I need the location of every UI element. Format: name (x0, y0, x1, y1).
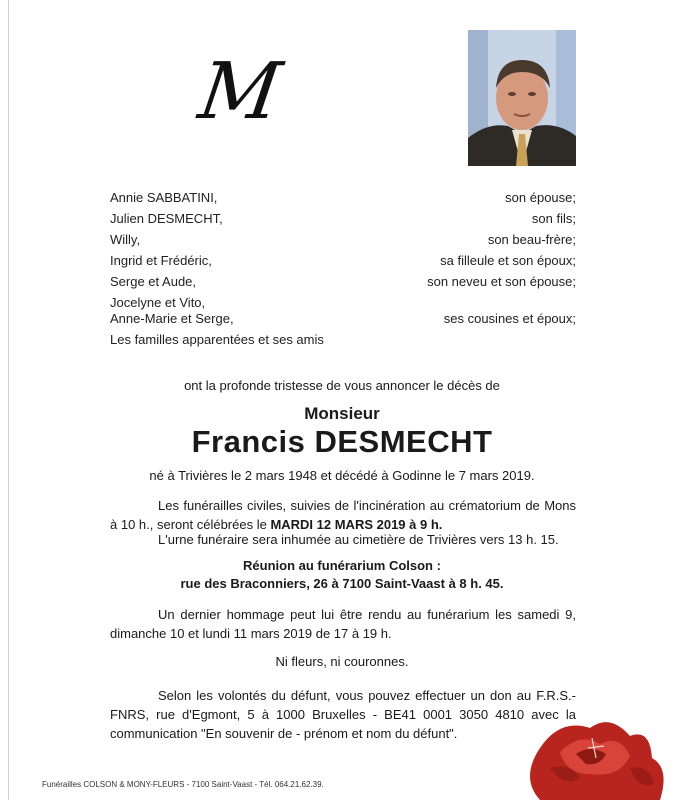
donation-text: Selon les volontés du défunt, vous pouvez effectuer un don au F.R.S.-FNRS, rue d'Egmont, 5 à 1000 Bruxelles - BE41 0001 3050 4810 avec la communication "En souvenir de - prénom et nom du défunt". (110, 688, 576, 741)
homage-paragraph (110, 605, 576, 643)
relative-role: son fils; (531, 211, 576, 226)
relative-row (0, 295, 684, 311)
relative-row (0, 311, 684, 327)
funeral-paragraph (110, 496, 576, 534)
deceased-name: Francis DESMECHT (191, 424, 493, 459)
meeting-line-2: rue des Braconniers, 26 à 7100 Saint-Vaast à 8 h. 45. (180, 576, 504, 591)
relative-row (0, 232, 684, 248)
relative-name: Willy, (110, 232, 141, 247)
meeting-line-1: Réunion au funérarium Colson : (243, 558, 441, 573)
homage-text: Un dernier hommage peut lui être rendu au funérarium les samedi 9, dimanche 10 et lundi 11 mars 2019 de 17 à 19 h. (110, 607, 576, 641)
relative-role: son beau-frère; (487, 232, 576, 247)
page-edge (8, 0, 9, 800)
rose-decoration (520, 708, 684, 800)
relative-row (0, 211, 684, 227)
urn-paragraph (110, 530, 576, 549)
relative-row (0, 274, 684, 290)
funeral-date: MARDI 12 MARS 2019 à 9 h. (270, 517, 443, 532)
flowers-notice: Ni fleurs, ni couronnes. (275, 654, 409, 669)
urn-text: L'urne funéraire sera inhumée au cimetière de Trivières vers 13 h. 15. (158, 532, 559, 547)
relative-role: ses cousines et époux; (443, 311, 576, 326)
relative-name: Julien DESMECHT, (110, 211, 223, 226)
honorific-title: Monsieur (304, 404, 380, 423)
donation-paragraph (110, 686, 576, 743)
funeral-text: Les funérailles civiles, suivies de l'incinération au crématorium de Mons à 10 h., seront célébrées le (110, 498, 576, 532)
monogram-letter: M (193, 47, 287, 137)
relative-row (0, 253, 684, 269)
relative-name: Annie SABBATINI, (110, 190, 218, 205)
relative-name: Les familles apparentées et ses amis (110, 332, 324, 347)
relative-role: son neveu et son épouse; (427, 274, 576, 289)
portrait-photo (468, 30, 576, 166)
funeral-home-footer: Funérailles COLSON & MONY-FLEURS - 7100 Saint-Vaast - Tél. 064.21.62.39. (42, 780, 324, 789)
relative-name: Jocelyne et Vito, (110, 295, 206, 310)
relative-role: sa filleule et son époux; (440, 253, 576, 268)
relative-name: Ingrid et Frédéric, (110, 253, 212, 268)
relative-role: son épouse; (505, 190, 576, 205)
relative-row (0, 332, 684, 348)
birth-death-text: né à Trivières le 2 mars 1948 et décédé à Godinne le 7 mars 2019. (149, 468, 535, 483)
announcement-text: ont la profonde tristesse de vous annoncer le décès de (184, 378, 500, 393)
relative-name: Serge et Aude, (110, 274, 197, 289)
relative-row (0, 190, 684, 206)
relative-name: Anne-Marie et Serge, (110, 311, 234, 326)
